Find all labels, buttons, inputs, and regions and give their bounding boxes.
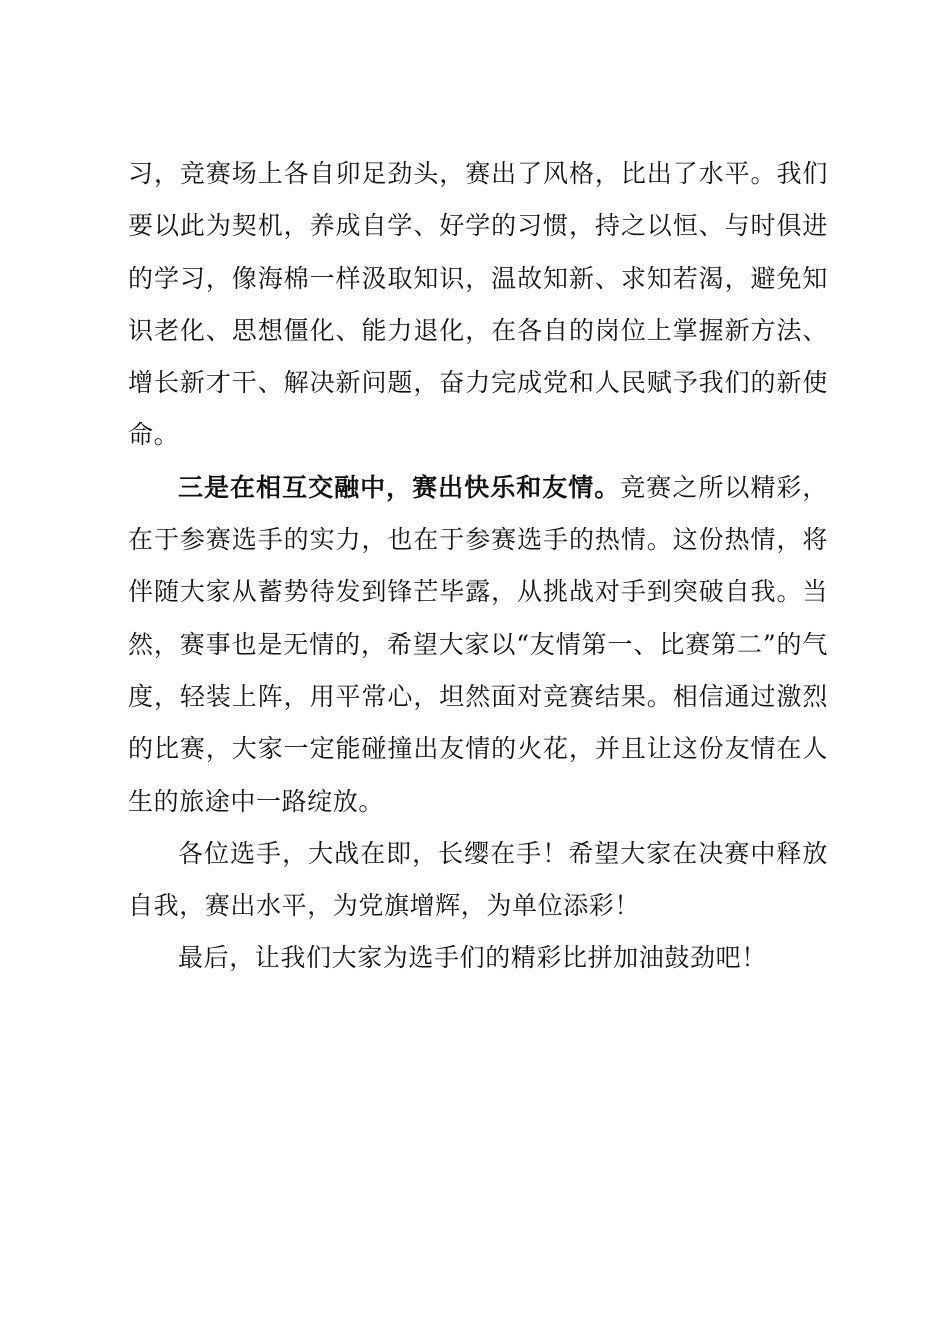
paragraph-3-text: 各位选手，大战在即，长缨在手！希望大家在决赛中释放自我，赛出水平，为党旗增辉，为单位添彩！ bbox=[128, 838, 828, 921]
paragraph-4-text: 最后，让我们大家为选手们的精彩比拼加油鼓劲吧！ bbox=[178, 943, 767, 973]
paragraph-2 bbox=[128, 462, 828, 828]
paragraph-1-text: 习，竞赛场上各自卯足劲头，赛出了风格，比出了水平。我们要以此为契机，养成自学、好学的习惯，持之以恒、与时俱进的学习，像海棉一样汲取知识，温故知新、求知若渴，避免知识老化、思想僵化、能力退化，在各自的岗位上掌握新方法、增长新才干、解决新问题，奋力完成党和人民赋予我们的新使命。 bbox=[128, 159, 828, 450]
paragraph-1 bbox=[128, 148, 828, 462]
document-body bbox=[128, 148, 828, 985]
paragraph-2-text: 竞赛之所以精彩，在于参赛选手的实力，也在于参赛选手的热情。这份热情，将伴随大家从蓄势待发到锋芒毕露，从挑战对手到突破自我。当然，赛事也是无情的，希望大家以“友情第一、比赛第二”的气度，轻装上阵，用平常心，坦然面对竞赛结果。相信通过激烈的比赛，大家一定能碰撞出友情的火花，并且让这份友情在人生的旅途中一路绽放。 bbox=[128, 472, 828, 816]
paragraph-4 bbox=[128, 932, 828, 984]
paragraph-3 bbox=[128, 828, 828, 933]
paragraph-2-lead: 三是在相互交融中，赛出快乐和友情。 bbox=[178, 472, 621, 502]
